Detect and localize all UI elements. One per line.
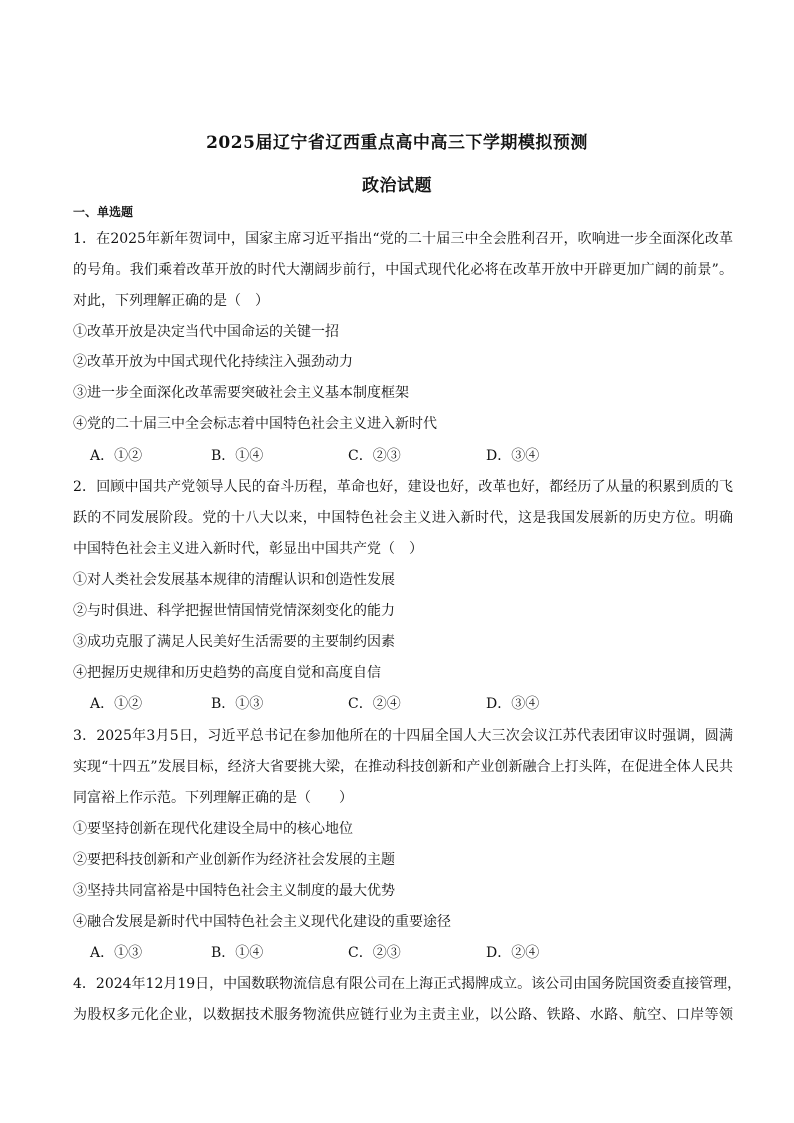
- question-3-option-d[interactable]: D．②④: [486, 945, 540, 961]
- question-1-option-d[interactable]: D．③④: [486, 448, 540, 464]
- document-subtitle: 政治试题: [362, 176, 432, 196]
- question-1-line-3: 对此，下列理解正确的是（ ）: [73, 293, 269, 309]
- question-1-statement-1: ①改革开放是决定当代中国命运的关键一招: [73, 324, 339, 340]
- question-1-line-1: 1．在2025年新年贺词中，国家主席习近平指出“党的二十届三中全会胜利召开，吹响进一步全面深化改革: [73, 231, 733, 247]
- question-2-line-2: 跃的不同发展阶段。党的十八大以来，中国特色社会主义进入新时代，这是我国发展新的历史方位。明确: [73, 510, 733, 526]
- question-1-option-a[interactable]: A．①②: [90, 448, 143, 464]
- question-1-statement-2: ②改革开放为中国式现代化持续注入强劲动力: [73, 354, 353, 370]
- question-2-statement-1: ①对人类社会发展基本规律的清醒认识和创造性发展: [73, 572, 395, 588]
- section-heading: 一、单选题: [73, 205, 134, 219]
- question-1-line-2: 的号角。我们乘着改革开放的时代大潮阔步前行，中国式现代化必将在改革开放中开辟更加广阔的前景”。: [73, 262, 733, 278]
- question-1-option-c[interactable]: C．②③: [348, 448, 401, 464]
- question-2-option-d[interactable]: D．③④: [486, 696, 540, 712]
- question-2-line-3: 中国特色社会主义进入新时代，彰显出中国共产党（ ）: [73, 541, 423, 557]
- question-3-option-b[interactable]: B．①④: [211, 945, 264, 961]
- question-2-statement-2: ②与时俱进、科学把握世情国情党情深刻变化的能力: [73, 603, 395, 619]
- question-3-line-2: 实现“十四五”发展目标，经济大省要挑大梁，在推动科技创新和产业创新融合上打头阵，在促进全体人民共: [73, 759, 733, 775]
- question-2-statement-3: ③成功克服了满足人民美好生活需要的主要制约因素: [73, 634, 395, 650]
- question-3-statement-3: ③坚持共同富裕是中国特色社会主义制度的最大优势: [73, 883, 395, 899]
- question-3-option-c[interactable]: C．②③: [348, 945, 401, 961]
- question-4-line-2: 为股权多元化企业，以数据技术服务物流供应链行业为主责主业，以公路、铁路、水路、航空、口岸等领: [73, 1007, 733, 1023]
- question-3-statement-1: ①要坚持创新在现代化建设全局中的核心地位: [73, 821, 353, 837]
- question-3-option-a[interactable]: A．①③: [90, 945, 143, 961]
- document-title: 2025届辽宁省辽西重点高中高三下学期模拟预测: [206, 133, 588, 153]
- question-2-option-b[interactable]: B．①③: [211, 696, 264, 712]
- question-3-statement-2: ②要把科技创新和产业创新作为经济社会发展的主题: [73, 852, 395, 868]
- question-3-line-1: 3．2025年3月5日，习近平总书记在参加他所在的十四届全国人大三次会议江苏代表团审议时强调，圆满: [73, 728, 733, 744]
- question-3-statement-4: ④融合发展是新时代中国特色社会主义现代化建设的重要途径: [73, 914, 451, 930]
- question-2-line-1: 2．回顾中国共产党领导人民的奋斗历程，革命也好，建设也好，改革也好，都经历了从量的积累到质的飞: [73, 479, 733, 495]
- question-2-statement-4: ④把握历史规律和历史趋势的高度自觉和高度自信: [73, 665, 381, 681]
- question-2-option-a[interactable]: A．①②: [90, 696, 143, 712]
- question-3-line-3: 同富裕上作示范。下列理解正确的是（ ）: [73, 790, 353, 806]
- question-4-line-1: 4．2024年12月19日，中国数联物流信息有限公司在上海正式揭牌成立。该公司由国务院国资委直接管理，: [73, 976, 742, 992]
- question-1-statement-3: ③进一步全面深化改革需要突破社会主义基本制度框架: [73, 385, 409, 401]
- question-2-option-c[interactable]: C．②④: [348, 696, 401, 712]
- question-1-statement-4: ④党的二十届三中全会标志着中国特色社会主义进入新时代: [73, 416, 437, 432]
- question-1-option-b[interactable]: B．①④: [211, 448, 264, 464]
